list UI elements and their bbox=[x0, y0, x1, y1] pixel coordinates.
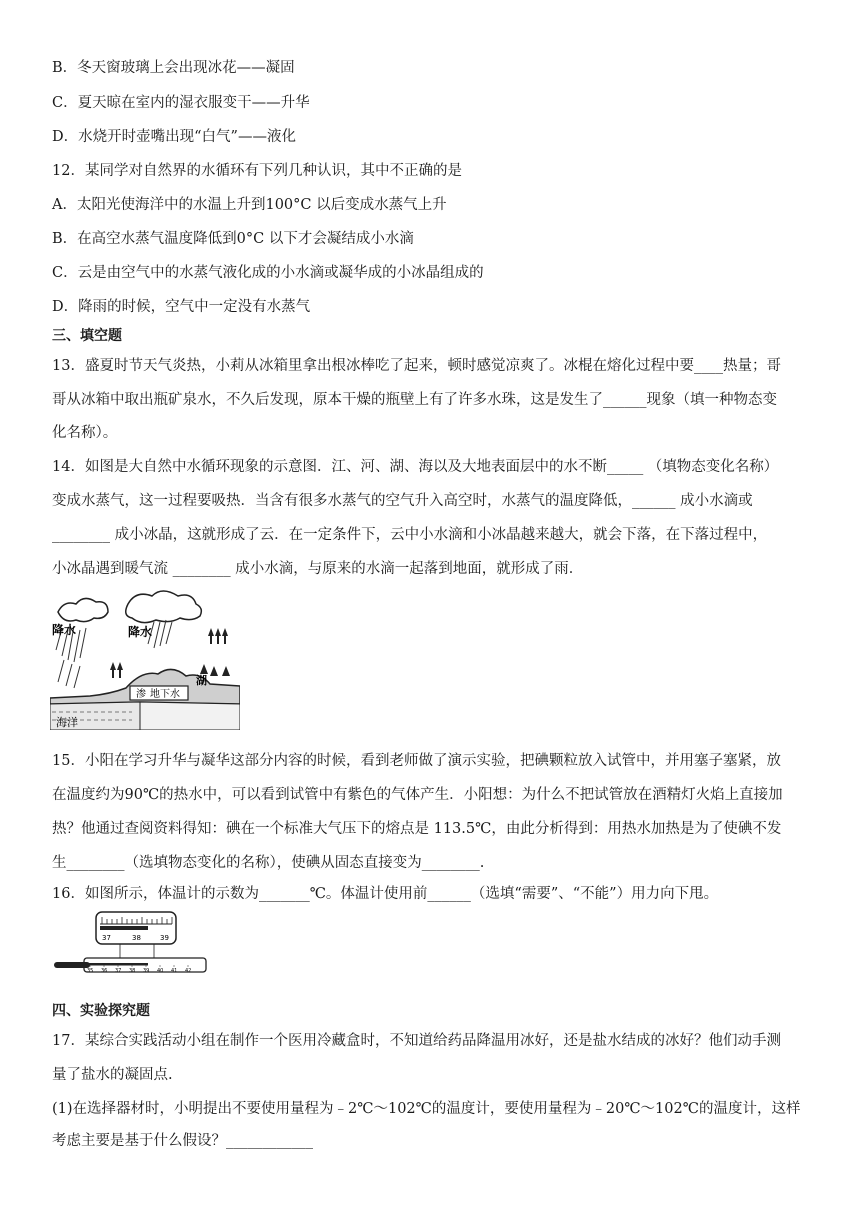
q12-stem: 12．某同学对自然界的水循环有下列几种认识，其中不正确的是 bbox=[52, 163, 462, 179]
svg-text:40: 40 bbox=[157, 968, 164, 974]
label-seep: 渗 bbox=[136, 689, 146, 700]
mercury-column bbox=[84, 963, 148, 966]
q12-option-b: B．在高空水蒸气温度降低到0°C 以下才会凝结成小水滴 bbox=[52, 231, 414, 247]
zoom-label-39: 39 bbox=[160, 934, 169, 942]
q13-line1: 13．盛夏时节天气炎热，小莉从冰箱里拿出根冰棒吃了起来，顿时感觉凉爽了。冰棍在熔化过程中要____热量；哥 bbox=[52, 358, 781, 374]
cloud-right-icon bbox=[126, 591, 202, 623]
svg-text:42: 42 bbox=[185, 968, 192, 974]
q11-option-d: D．水烧开时壶嘴出现“白气”——液化 bbox=[52, 129, 296, 145]
q14-line1: 14．如图是大自然中水循环现象的示意图．江、河、湖、海以及大地表面层中的水不断_____ （填物态变化名称） bbox=[52, 459, 779, 475]
label-lake: 湖 bbox=[196, 674, 207, 687]
cloud-left-icon bbox=[58, 598, 108, 621]
q17-line1: 17．某综合实践活动小组在制作一个医用冷藏盒时，不知道给药品降温用冰好，还是盐水结成的冰好？他们动手测 bbox=[52, 1033, 781, 1049]
q16-text: 16．如图所示，体温计的示数为_______℃。体温计使用前______（选填“需要”、“不能”）用力向下甩。 bbox=[52, 886, 719, 902]
mercury-column-zoom bbox=[100, 926, 148, 930]
section-title-fill-in: 三、填空题 bbox=[52, 328, 122, 344]
section-title-experiment: 四、实验探究题 bbox=[52, 1003, 150, 1019]
thermometer-figure bbox=[50, 908, 212, 978]
q15-line2: 在温度约为90℃的热水中，可以看到试管中有紫色的气体产生．小阳想：为什么不把试管放在酒精灯火焰上直接加 bbox=[52, 787, 783, 803]
svg-text:36: 36 bbox=[101, 968, 108, 974]
svg-text:39: 39 bbox=[143, 968, 150, 974]
q12-option-d: D．降雨的时候，空气中一定没有水蒸气 bbox=[52, 299, 311, 315]
q15-line3: 热？他通过查阅资料得知：碘在一个标准大气压下的熔点是 113.5℃，由此分析得到：用热水加热是为了使碘不发 bbox=[52, 821, 782, 837]
q15-line4: 生________（选填物态变化的名称），使碘从固态直接变为________. bbox=[52, 855, 485, 871]
q17-sub1-line1: (1)在选择器材时，小明提出不要使用量程为﹣2℃～102℃的温度计，要使用量程为﹣20℃～102℃的温度计，这样 bbox=[52, 1101, 801, 1117]
q15-line1: 15．小阳在学习升华与凝华这部分内容的时候，看到老师做了演示实验，把碘颗粒放入试管中，并用塞子塞紧，放 bbox=[52, 753, 781, 769]
q13-line2: 哥从冰箱中取出瓶矿泉水，不久后发现，原本干燥的瓶壁上有了许多水珠，这是发生了______现象（填一种物态变 bbox=[52, 392, 777, 408]
q14-line2: 变成水蒸气，这一过程要吸热．当含有很多水蒸气的空气升入高空时，水蒸气的温度降低，______ 成小水滴或 bbox=[52, 493, 753, 509]
svg-text:41: 41 bbox=[171, 968, 178, 974]
q17-sub1-line2: 考虑主要是基于什么假设？____________ bbox=[52, 1133, 313, 1149]
zoom-label-38: 38 bbox=[132, 934, 141, 942]
svg-text:37: 37 bbox=[115, 968, 122, 974]
label-precip-left: 降水 bbox=[52, 623, 77, 637]
q12-option-a: A．太阳光使海洋中的水温上升到100°C 以后变成水蒸气上升 bbox=[52, 197, 447, 213]
q12-option-c: C．云是由空气中的水蒸气液化成的小水滴或凝华成的小冰晶组成的 bbox=[52, 265, 484, 281]
q14-line3: ________ 成小冰晶，这就形成了云．在一定条件下，云中小水滴和小冰晶越来越大，就会下落，在下落过程中， bbox=[52, 527, 768, 543]
water-cycle-figure bbox=[50, 590, 240, 730]
label-groundwater: 地下水 bbox=[150, 689, 180, 700]
ground-icon bbox=[140, 702, 240, 730]
q13-line3: 化名称）。 bbox=[52, 425, 118, 441]
svg-text:38: 38 bbox=[129, 968, 136, 974]
label-precip-right: 降水 bbox=[128, 625, 153, 639]
svg-text:35: 35 bbox=[87, 968, 94, 974]
zoom-label-37: 37 bbox=[102, 934, 111, 942]
q17-line2: 量了盐水的凝固点. bbox=[52, 1067, 173, 1083]
label-ocean: 海洋 bbox=[56, 716, 78, 729]
q14-line4: 小冰晶遇到暖气流 ________ 成小水滴，与原来的水滴一起落到地面，就形成了雨． bbox=[52, 561, 584, 577]
q11-option-b: B．冬天窗玻璃上会出现冰花——凝固 bbox=[52, 60, 295, 76]
q11-option-c: C．夏天晾在室内的湿衣服变干——升华 bbox=[52, 95, 310, 111]
